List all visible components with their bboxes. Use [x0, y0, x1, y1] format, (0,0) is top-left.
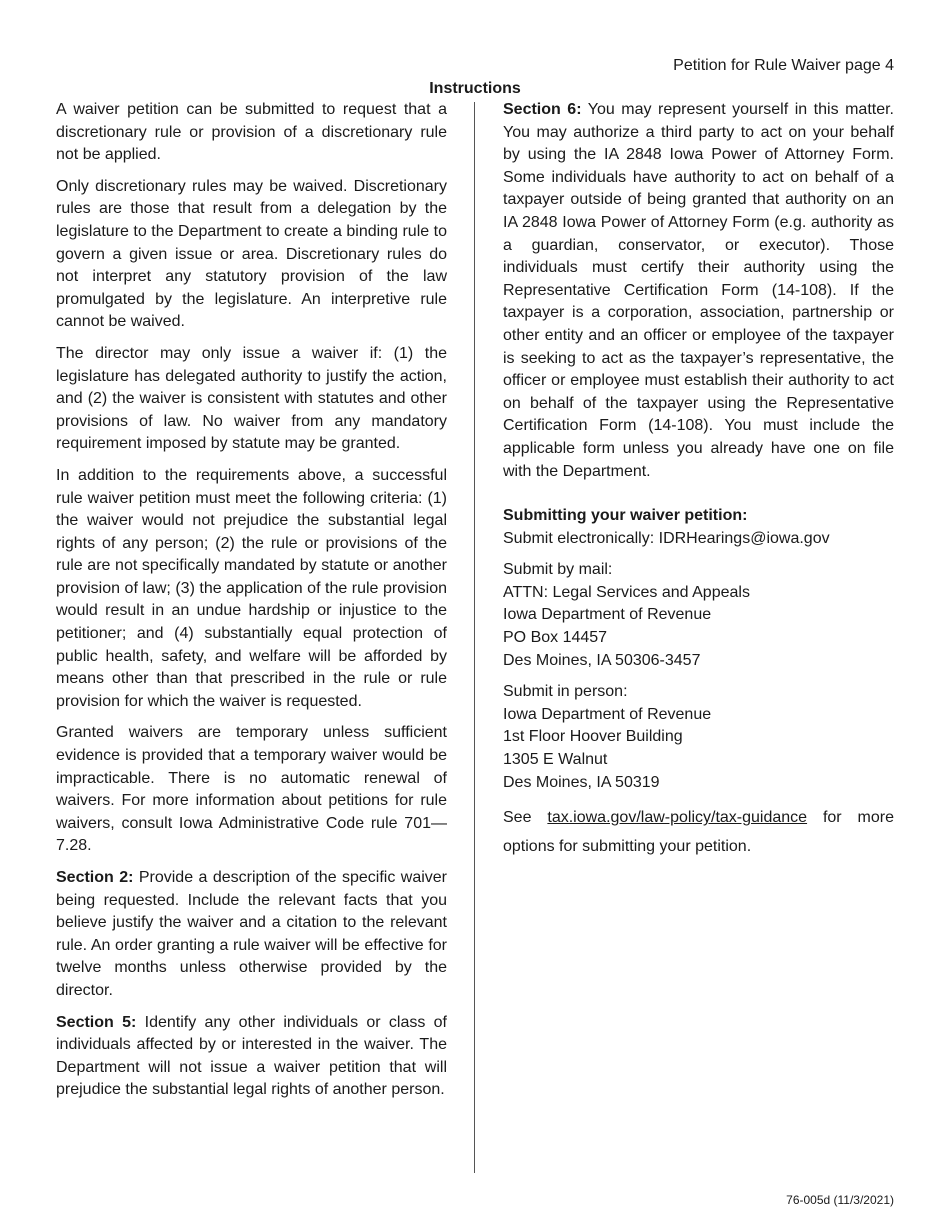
- submit-heading: Submitting your waiver petition:: [503, 507, 748, 525]
- temporary-waivers-paragraph: Granted waivers are temporary unless sufficient evidence is provided that a temporary waiver would be impracticable. There is no automatic renewal of waivers. For more information about petitions for rule waivers, consult Iowa Administrative Code rule 701—7.28.: [56, 724, 447, 855]
- mail-address-block: [503, 559, 894, 672]
- section-6-paragraph: [503, 99, 894, 483]
- director-waiver-paragraph: The director may only issue a waiver if: (1) the legislature has delegated authority to justify the action, and (2) the waiver is consistent with statutes and other provisions of law. No waiver from any mandatory requirement imposed by statute may be granted.: [56, 344, 447, 453]
- in-person-line: Submit in person:: [503, 683, 628, 701]
- see-more-paragraph: [503, 803, 894, 861]
- in-person-line: Iowa Department of Revenue: [503, 705, 712, 723]
- see-prefix: See: [503, 809, 548, 827]
- section-5-paragraph: [56, 1012, 447, 1102]
- column-divider: [474, 102, 475, 1173]
- in-person-line: 1305 E Walnut: [503, 751, 608, 769]
- section-2-label: Section 2:: [56, 869, 134, 886]
- page-header: Petition for Rule Waiver page 4: [673, 57, 894, 74]
- form-number: 76-005d (11/3/2021): [786, 1193, 894, 1207]
- mail-line: PO Box 14457: [503, 629, 608, 647]
- in-person-line: 1st Floor Hoover Building: [503, 728, 683, 746]
- see-suffix: for more options for submitting your petition.: [503, 809, 894, 856]
- mail-line: Iowa Department of Revenue: [503, 606, 712, 624]
- in-person-line: Des Moines, IA 50319: [503, 773, 660, 791]
- discretionary-rules-paragraph: Only discretionary rules may be waived. Discretionary rules are those that result from a delegation by the legislature to the Department to create a binding rule to govern a given issue or area. Discretionary rules do not interpret any statutory provision of the law promulgated by the legislature. An interpretive rule cannot be waived.: [56, 177, 447, 331]
- section-2-paragraph: [56, 867, 447, 1003]
- submit-electronic: Submit electronically: IDRHearings@iowa.gov: [503, 529, 830, 547]
- mail-line: Submit by mail:: [503, 561, 613, 579]
- section-6-text: You may represent yourself in this matter. You may authorize a third party to act on your behalf by using the IA 2848 Iowa Power of Attorney Form. Some individuals have authority to act on behalf of a taxpayer outside of being granted that authority on an IA 2848 Iowa Power of Attorney Form (e.g. authority as a guardian, conservator, or executor). Those individuals must certify their authority using the Representative Certification Form (14-108). If the taxpayer is a corporation, association, partnership or other entity and an officer or employee of the taxpayer is seeking to act as the taxpayer’s representative, the officer or employee must establish their authority to act on behalf of the taxpayer using the Representative Certification Form (14-108). You must include the applicable form unless you already have one on file with the Department.: [503, 101, 894, 480]
- in-person-address-block: [503, 681, 894, 794]
- mail-line: ATTN: Legal Services and Appeals: [503, 583, 750, 601]
- mail-line: Des Moines, IA 50306-3457: [503, 651, 701, 669]
- intro-paragraph: A waiver petition can be submitted to request that a discretionary rule or provision of a discretionary rule not be applied.: [56, 101, 447, 164]
- tax-guidance-link[interactable]: tax.iowa.gov/law-policy/tax-guidance: [547, 809, 808, 827]
- section-6-label: Section 6:: [503, 101, 582, 118]
- section-2-text: Provide a description of the specific waiver being requested. Include the relevant facts that you believe justify the waiver and a citation to the relevant rule. An order granting a rule waiver will be effective for twelve months unless otherwise provided by the director.: [56, 869, 448, 999]
- left-column: [56, 99, 447, 1111]
- right-column: [503, 99, 894, 861]
- criteria-paragraph: In addition to the requirements above, a successful rule waiver petition must meet the following criteria: (1) the waiver would not prejudice the substantial legal rights of any person; (2) the rule or provisions of the rule are not specifically mandated by statute or another provision of law; (3) the application of the rule provision would result in an undue hardship or injustice to the petitioner; and (4) substantially equal protection of public health, safety, and welfare will be afforded by means other than that prescribed in the rule or rule provision for which the waiver is requested.: [56, 466, 447, 710]
- section-5-text: Identify any other individuals or class of individuals affected by or interested in the waiver. The Department will not issue a waiver petition that will prejudice the substantial legal rights of another person.: [56, 1013, 448, 1099]
- page-title: Instructions: [429, 80, 521, 97]
- section-5-label: Section 5:: [56, 1013, 137, 1031]
